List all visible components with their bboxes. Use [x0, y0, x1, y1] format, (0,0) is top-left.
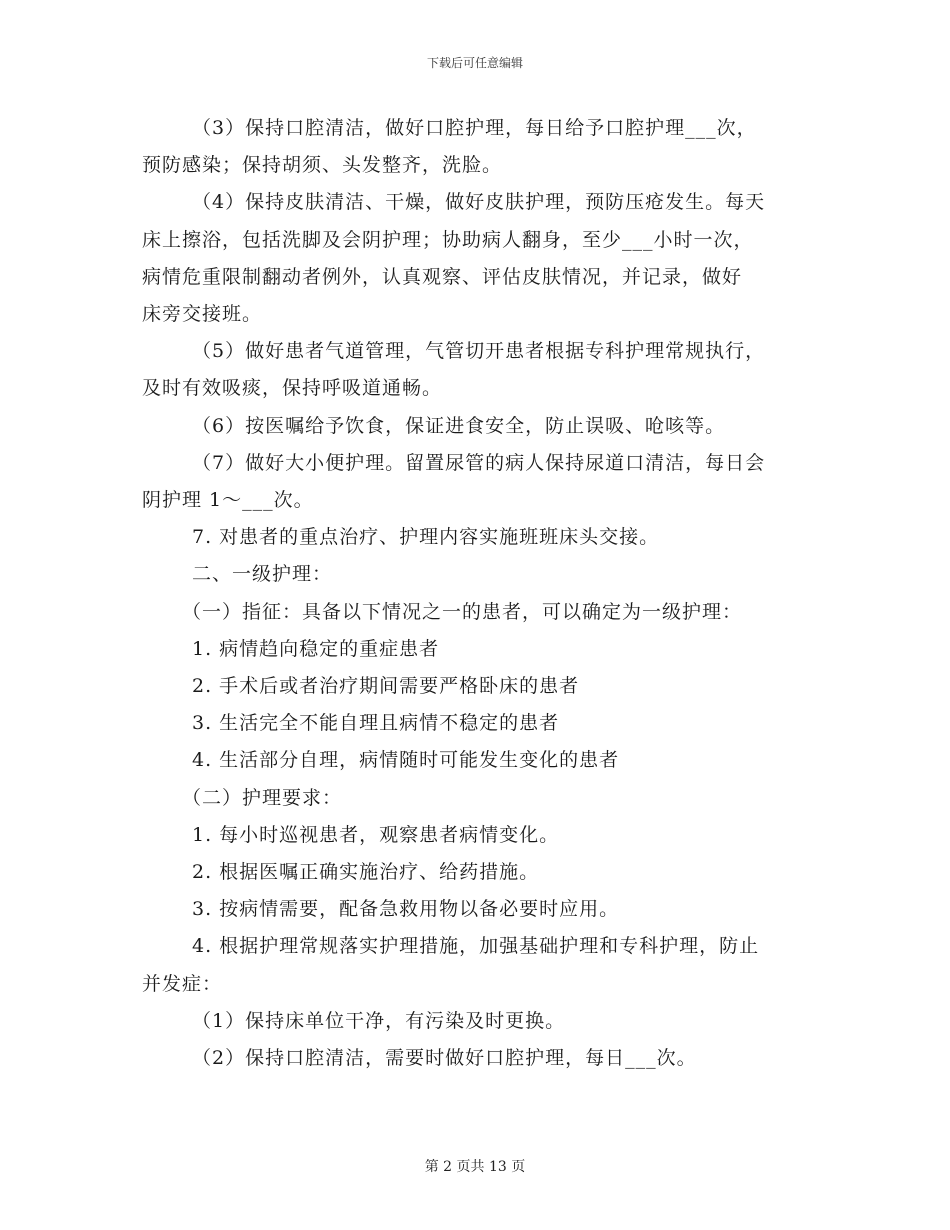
- paragraph-line: （6）按医嘱给予饮食，保证进食安全，防止误吸、呛咳等。: [192, 414, 726, 437]
- list-item: 2. 手术后或者治疗期间需要严格卧床的患者: [192, 675, 580, 698]
- paragraph-line: （4）保持皮肤清洁、干燥，做好皮肤护理，预防压疮发生。每天: [192, 191, 766, 214]
- list-item: 3. 生活完全不能自理且病情不稳定的患者: [192, 712, 560, 735]
- list-item: 2. 根据医嘱正确实施治疗、给药措施。: [192, 861, 540, 884]
- paragraph-line: 并发症：: [142, 972, 223, 995]
- paragraph-line: 床上擦浴，包括洗脚及会阴护理；协助病人翻身，至少___小时一次，: [142, 228, 754, 251]
- subsection-heading: （二）护理要求：: [182, 786, 343, 809]
- list-item: （2）保持口腔清洁，需要时做好口腔护理，每日___次。: [192, 1047, 697, 1070]
- page-footer: 第 2 页共 13 页: [424, 1159, 526, 1175]
- page-header: 下载后可任意编辑: [426, 56, 523, 70]
- section-heading: 二、一级护理：: [192, 563, 333, 586]
- list-item: 1. 每小时巡视患者，观察患者病情变化。: [192, 823, 560, 846]
- list-item: （1）保持床单位干净，有污染及时更换。: [192, 1009, 566, 1032]
- paragraph-line: 7. 对患者的重点治疗、护理内容实施班班床头交接。: [192, 526, 660, 549]
- paragraph-line: （7）做好大小便护理。留置尿管的病人保持尿道口清洁，每日会: [192, 451, 766, 474]
- list-item: 4. 生活部分自理，病情随时可能发生变化的患者: [192, 749, 620, 772]
- paragraph-line: （一）指征：具备以下情况之一的患者，可以确定为一级护理：: [182, 600, 743, 623]
- list-item: 4. 根据护理常规落实护理措施，加强基础护理和专科护理，防止: [192, 935, 760, 958]
- paragraph-line: 阴护理 1～___次。: [142, 489, 314, 512]
- list-item: 1. 病情趋向稳定的重症患者: [192, 637, 440, 660]
- paragraph-line: 预防感染；保持胡须、头发整齐，洗脸。: [142, 154, 503, 177]
- paragraph-line: （5）做好患者气道管理，气管切开患者根据专科护理常规执行，: [192, 340, 766, 363]
- paragraph-line: （3）保持口腔清洁，做好口腔护理，每日给予口腔护理___次，: [192, 117, 757, 139]
- paragraph-line: 及时有效吸痰，保持呼吸道通畅。: [142, 377, 443, 400]
- paragraph-line: 床旁交接班。: [142, 303, 263, 326]
- paragraph-line: 病情危重限制翻动者例外，认真观察、评估皮肤情况，并记录，做好: [142, 265, 743, 288]
- list-item: 3. 按病情需要，配备急救用物以备必要时应用。: [192, 898, 620, 921]
- document-body: [142, 110, 814, 1077]
